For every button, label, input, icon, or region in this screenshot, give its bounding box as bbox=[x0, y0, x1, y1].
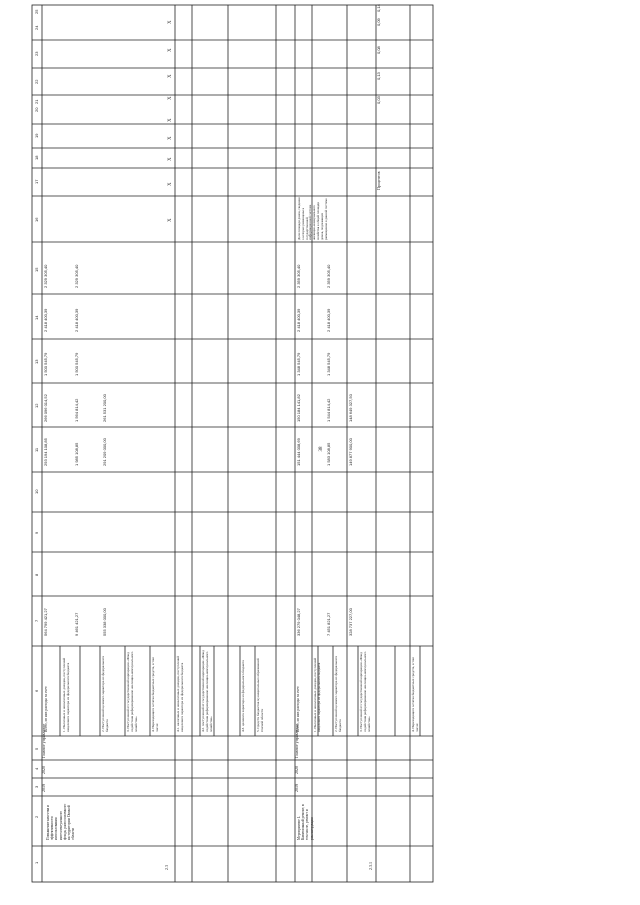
header-cell: 19 bbox=[34, 133, 39, 138]
header-cell: 17 bbox=[34, 179, 39, 184]
finance-row: 4.3. целевого характера из федерального бюджета bbox=[241, 660, 245, 732]
finance-row: 3. Поступлений от государственной корпорации «Фонд содействия реформированию жилищно-коммунального хозяйства» bbox=[126, 651, 138, 732]
header-cell: 9 bbox=[34, 531, 39, 534]
cross-mark: Х bbox=[168, 96, 173, 100]
finance-row: 4.2. поступлений от государственной корпорации «Фонд содействия реформированию жилищно-коммунального хозяйства» bbox=[201, 650, 213, 732]
amount: 1 583 108,85 bbox=[326, 442, 331, 466]
amount: 2 359 305,40 bbox=[326, 264, 331, 288]
page-number: 38 bbox=[319, 446, 324, 452]
amount: 2 329 305,40 bbox=[43, 264, 48, 288]
finance-row: 4. Переходящего остатка бюджетных средств, в том числе: bbox=[151, 657, 159, 732]
amount: 150 184 141,82 bbox=[296, 394, 301, 422]
header-cell: 5 bbox=[34, 747, 39, 750]
amount: 151 444 008,69 bbox=[296, 438, 301, 466]
header-cell: 16 bbox=[34, 217, 39, 222]
header-cell: 25 bbox=[34, 9, 39, 14]
executor: Главное управление bbox=[294, 723, 299, 758]
header-cell: 23 bbox=[34, 51, 39, 56]
amount: 2 418 400,39 bbox=[326, 308, 331, 332]
header-cell: 21 bbox=[34, 99, 39, 104]
finance-row: 1. Налоговых и неналоговых доходов, поступлений нецелевого характера из федерального бюджета bbox=[313, 657, 321, 732]
year-end: 2020 bbox=[294, 766, 299, 774]
amount: 9 461 421,27 bbox=[74, 612, 79, 636]
header-cell: 2 bbox=[34, 815, 39, 818]
header-cell: 11 bbox=[34, 447, 39, 452]
cross-mark: Х bbox=[168, 218, 173, 222]
header-cell: 1 bbox=[34, 861, 39, 864]
amount: 148 649 327,50 bbox=[348, 394, 353, 422]
year-start: 2019 bbox=[41, 784, 46, 792]
header-cell: 8 bbox=[34, 573, 39, 576]
row-number: 2.3 bbox=[164, 865, 169, 870]
row-number: 2.3.1 bbox=[368, 862, 373, 870]
amount: 2 418 400,39 bbox=[74, 308, 79, 332]
amount: 328 737 227,00 bbox=[348, 608, 353, 636]
cross-mark: Х bbox=[168, 20, 173, 24]
header-cell: 20 bbox=[34, 107, 39, 112]
indicator-value: 0,13 bbox=[376, 72, 381, 80]
year-start: 2019 bbox=[294, 784, 299, 792]
header-cell: 14 bbox=[34, 315, 39, 320]
amount: 2 418 400,39 bbox=[296, 308, 301, 332]
row-name: Мероприятие 1. Капитальный ремонт, в том числе, ремонт и реконструкция bbox=[297, 804, 314, 840]
cross-mark: Х bbox=[168, 48, 173, 52]
header-cell: 7 bbox=[34, 619, 39, 622]
amount: 266 096 014,52 bbox=[43, 394, 48, 422]
executor: Главное управление bbox=[41, 723, 46, 758]
header-cell: 18 bbox=[34, 155, 39, 160]
cross-mark: Х bbox=[168, 157, 173, 161]
finance-row: 5. Средств бюджетов муниципальных образований Омской области bbox=[256, 658, 264, 732]
amount: 1 348 545,79 bbox=[296, 352, 301, 376]
amount: 1 348 545,79 bbox=[326, 352, 331, 376]
amount: 1 500 545,79 bbox=[43, 352, 48, 376]
amount: 1 544 814,42 bbox=[326, 398, 331, 422]
finance-total: Всего, из них расходы за счет: bbox=[296, 685, 300, 732]
header-cell: 13 bbox=[34, 359, 39, 364]
amount: 261 531 200,00 bbox=[102, 394, 107, 422]
indicator-value: 0,09 bbox=[376, 18, 381, 26]
amount: 293 194 108,85 bbox=[43, 438, 48, 466]
indicator-name: Доля площади домов, сведения о которых размещены в государственной информационной системе жилищно-коммунального хозяйства в общей площади домов, подлежащих размещению в данной системе bbox=[297, 197, 328, 240]
amount: 2 359 305,40 bbox=[296, 264, 301, 288]
header-cell: 3 bbox=[34, 785, 39, 788]
finance-total: Всего, из них расходы за счет: bbox=[44, 685, 48, 732]
amount: 1 500 545,79 bbox=[74, 352, 79, 376]
cross-mark: Х bbox=[168, 74, 173, 78]
amount: 2 418 400,39 bbox=[43, 308, 48, 332]
amount: 1 564 814,42 bbox=[74, 398, 79, 422]
header-cell: 6 bbox=[34, 689, 39, 692]
cross-mark: Х bbox=[168, 136, 173, 140]
indicator-value: 0,08 bbox=[376, 46, 381, 54]
amount: 555 338 000,00 bbox=[102, 608, 107, 636]
amount: 291 209 000,00 bbox=[102, 438, 107, 466]
header-cell: 22 bbox=[34, 79, 39, 84]
amount: 564 799 421,27 bbox=[43, 608, 48, 636]
finance-row: 4.1. налоговых и неналоговых доходов, поступлений нецелевого характера из федерального бюджета bbox=[176, 655, 184, 732]
finance-row: 2. Поступлений целевого характера из федерального бюджета bbox=[334, 655, 342, 732]
header-cell: 10 bbox=[34, 489, 39, 494]
amount: 7 451 821,27 bbox=[326, 612, 331, 636]
unit-label: Процентов bbox=[376, 171, 381, 190]
amount: 336 279 048,27 bbox=[296, 608, 301, 636]
indicator-value: 0,03 bbox=[376, 96, 381, 104]
header-cell: 12 bbox=[34, 403, 39, 408]
row-name: Повышение качества и эффективности использования интеллектуального фонда, расположенного на территории Омской области bbox=[46, 803, 76, 840]
finance-row: 4. Переходящего остатка бюджетных средств, в том числе: bbox=[411, 657, 419, 732]
cross-mark: Х bbox=[168, 118, 173, 122]
cross-mark: Х bbox=[168, 182, 173, 186]
finance-row: 2. Поступлений целевого характера из федерального бюджета bbox=[101, 655, 109, 732]
amount: 149 877 900,00 bbox=[348, 438, 353, 466]
finance-row: 3. Поступлений от государственной корпорации «Фонд содействия реформированию жилищно-коммунального хозяйства» bbox=[359, 651, 371, 732]
finance-row: 1. Налоговых и неналоговых доходов, поступлений нецелевого характера из федерального бюджета bbox=[62, 657, 70, 732]
amount: 1 985 108,85 bbox=[74, 442, 79, 466]
indicator-value: 0,14 bbox=[376, 4, 381, 12]
amount: 2 329 305,40 bbox=[74, 264, 79, 288]
header-cell: 24 bbox=[34, 25, 39, 30]
year-end: 2020 bbox=[41, 766, 46, 774]
header-cell: 4 bbox=[34, 767, 39, 770]
header-cell: 15 bbox=[34, 267, 39, 272]
